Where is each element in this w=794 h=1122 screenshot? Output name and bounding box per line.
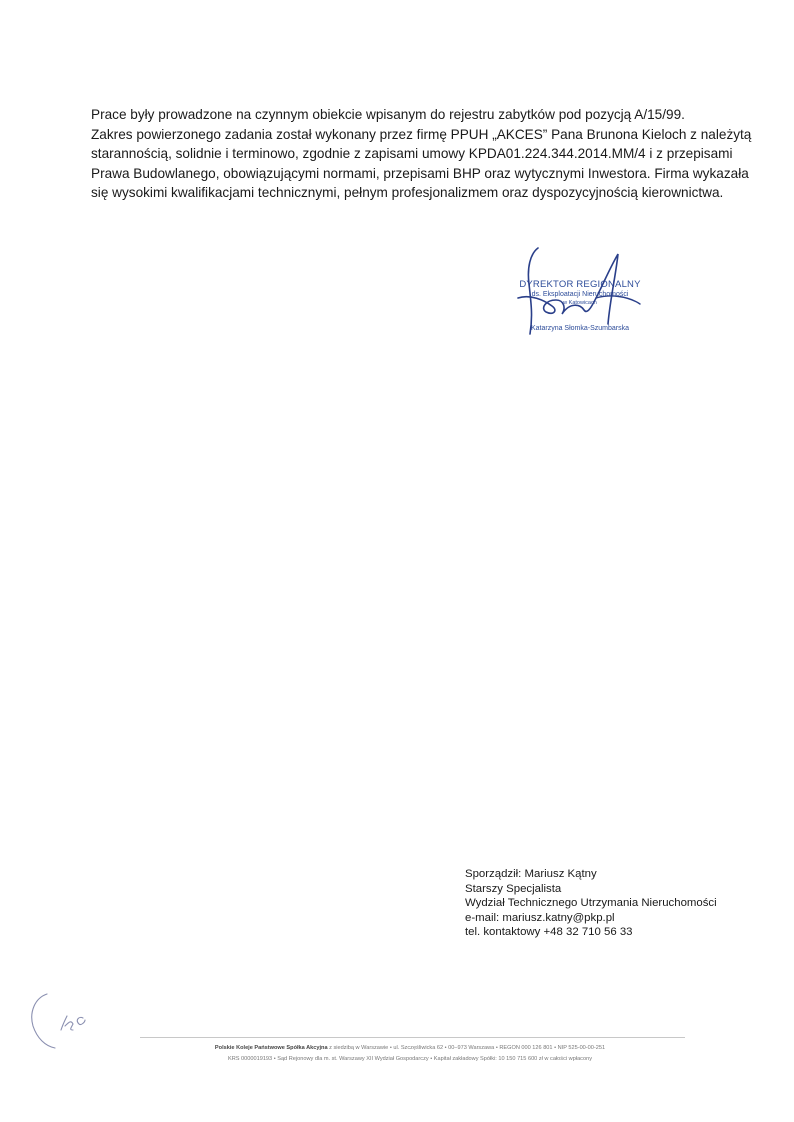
letter-body xyxy=(91,105,752,203)
handwritten-signature xyxy=(500,244,660,344)
prepared-by-phone: tel. kontaktowy +48 32 710 56 33 xyxy=(465,926,633,939)
prepared-by-email: e-mail: mariusz.katny@pkp.pl xyxy=(465,911,615,924)
footer-company-line xyxy=(100,1045,720,1051)
paragraph-assessment: Zakres powierzonego zadania został wykonany przez firmę PPUH „AKCES” Pana Brunona Kieloch z należytą starannością, solidnie i terminowo, zgodnie z zapisami umowy KPDA01.224.344.2014.MM/4 i z przepisami Prawa Budowlanego, obowiązującymi normami, przepisami BHP oraz wytycznymi Inwestora. Firma wykazała się wysokimi kwalifikacjami technicznymi, pełnym profesjonalizmem oraz dyspozycyjnością kierownictwa. xyxy=(91,126,752,201)
footer-divider xyxy=(140,1037,685,1038)
stamp-location: w Katowicach xyxy=(563,300,597,306)
handwritten-initials xyxy=(25,990,105,1050)
stamp-subtitle: ds. Eksploatacji Nieruchomości xyxy=(531,291,629,298)
prepared-by-position: Starszy Specjalista xyxy=(465,882,562,895)
prepared-by-block xyxy=(465,867,717,940)
prepared-by-department: Wydział Technicznego Utrzymania Nieruchomości xyxy=(465,897,717,910)
prepared-by-name: Sporządził: Mariusz Kątny xyxy=(465,868,597,880)
footer-registration-line: KRS 0000019193 • Sąd Rejonowy dla m. st. Warszawy XII Wydział Gospodarczy • Kapitał zakładowy Spółki: 10 150 715 600 zł w całości wpłacony xyxy=(227,1056,592,1062)
stamp-name: Katarzyna Słomka-Szumbarska xyxy=(530,325,630,332)
director-stamp xyxy=(500,244,660,344)
paragraph-heritage: Prace były prowadzone na czynnym obiekcie wpisanym do rejestru zabytków pod pozycją A/15/99. xyxy=(91,107,685,122)
footer-address: z siedzibą w Warszawie • ul. Szczęśliwicka 62 • 00–973 Warszawa • REGON 000 126 801 • NIP 525-00-00-251 xyxy=(327,1045,606,1051)
stamp-title: DYREKTOR REGIONALNY xyxy=(519,279,641,290)
footer-company-name: Polskie Koleje Państwowe Spółka Akcyjna xyxy=(214,1045,328,1051)
